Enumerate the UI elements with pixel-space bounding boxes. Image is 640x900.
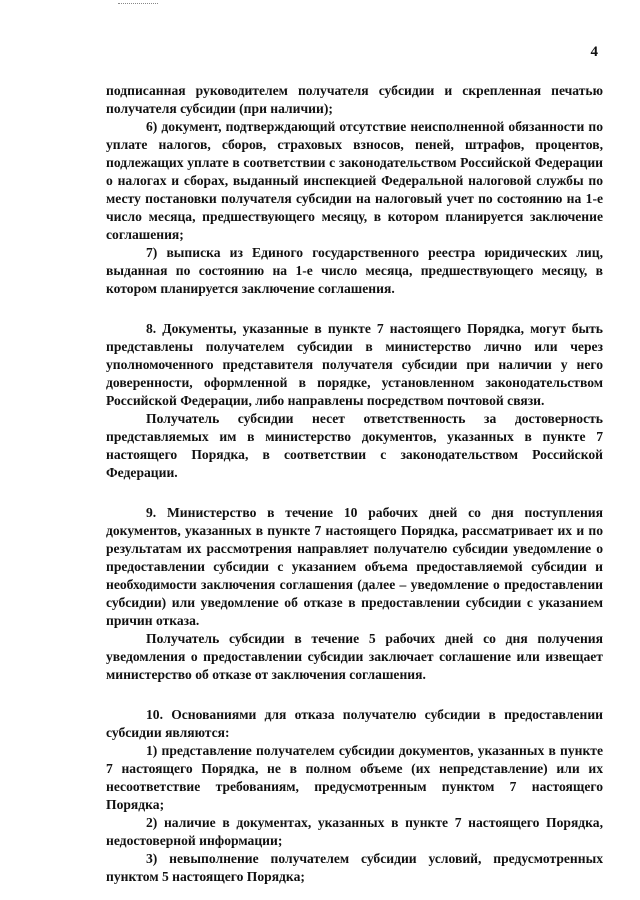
list-item-7: 7) выписка из Единого государственного реестра юридических лиц, выданная по состоянию на 1-е число месяца, предшествующего месяцу, в котором планируется заключение соглашения.: [106, 245, 603, 296]
paragraph-continuation: подписанная руководителем получателя субсидии и скрепленная печатью получателя субсидии (при наличии);: [106, 83, 603, 116]
clause-10: 10. Основаниями для отказа получателю субсидии в предоставлении субсидии являются:: [106, 707, 603, 740]
page-number: 4: [590, 44, 598, 60]
list-item-6: 6) документ, подтверждающий отсутствие неисполненной обязанности по уплате налогов, сборов, страховых взносов, пеней, штрафов, процентов, подлежащих уплате в соответствии с законодательством Российской Федерации о налогах и сборах, выданный инспекцией Федеральной налоговой службы по месту постановки получателя субсидии на налоговый учет по состоянию на 1-е число месяца, предшествующего месяцу, в котором планируется заключение соглашения;: [106, 119, 603, 242]
clause-9: 9. Министерство в течение 10 рабочих дней со дня поступления документов, указанных в пункте 7 настоящего Порядка, рассматривает их и по результатам их рассмотрения направляет получателю субсидии уведомление о предоставлении субсидии с указанием объема предоставляемой субсидии и необходимости заключения соглашения (далее – уведомление о предоставлении субсидии) или уведомление об отказе в предоставлении субсидии с указанием причин отказа.: [106, 505, 603, 628]
clause-10-item-2: 2) наличие в документах, указанных в пункте 7 настоящего Порядка, недостоверной информации;: [106, 815, 603, 848]
document-body: [106, 82, 603, 886]
clause-8-responsibility: Получатель субсидии несет ответственность за достоверность представляемых им в министерство документов, указанных в пункте 7 настоящего Порядка, в соответствии с законодательством Российской Федерации.: [106, 411, 603, 480]
clause-8: 8. Документы, указанные в пункте 7 настоящего Порядка, могут быть представлены получателем субсидии в министерство лично или через уполномоченного представителя получателя субсидии при наличии у него доверенности, оформленной в порядке, установленном законодательством Российской Федерации, либо направлены посредством почтовой связи.: [106, 321, 603, 408]
scan-artifact: [118, 3, 158, 8]
clause-10-item-3: 3) невыполнение получателем субсидии условий, предусмотренных пунктом 5 настоящего Порядка;: [106, 851, 603, 884]
clause-10-item-1: 1) представление получателем субсидии документов, указанных в пункте 7 настоящего Порядка, не в полном объеме (их непредставление) или их несоответствие требованиям, предусмотренным пунктом 7 настоящего Порядка;: [106, 743, 603, 812]
clause-9-recipient: Получатель субсидии в течение 5 рабочих дней со дня получения уведомления о предоставлении субсидии заключает соглашение или извещает министерство об отказе от заключения соглашения.: [106, 631, 603, 682]
